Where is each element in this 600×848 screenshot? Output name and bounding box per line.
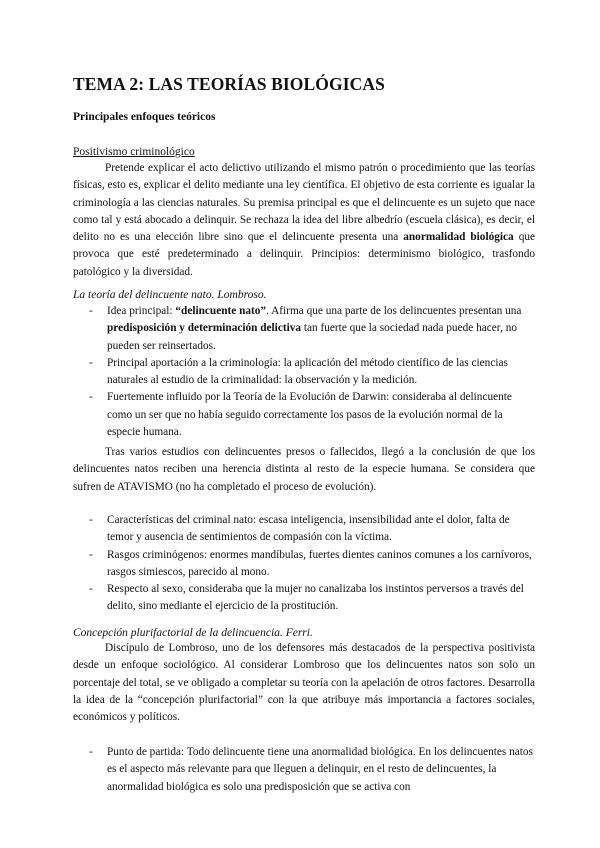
section-heading-positivismo: Positivismo criminológico [73, 146, 195, 158]
list-item-text: . Afirma que una parte de los delincuentes presentan una [266, 305, 522, 317]
list-item [73, 547, 535, 582]
document-subtitle: Principales enfoques teóricos [73, 111, 216, 123]
list-item-text: Punto de partida: Todo delincuente tiene una anormalidad biológica. En los delincuentes natos es el aspecto más relevante para que lleguen a delinquir, en el resto de delincuentes, la anormalidad biológica es solo una predisposición que se activa con [107, 746, 533, 793]
list-item [73, 744, 535, 796]
document-title: TEMA 2: LAS TEORÍAS BIOLÓGICAS [73, 74, 385, 94]
bullet-dash: - [89, 583, 93, 596]
bold-term: “delincuente nato” [175, 305, 267, 317]
paragraph-atavismo: Tras varios estudios con delincuentes presos o fallecidos, llegó a la conclusión de que los delincuentes natos reciben una herencia distinta al resto de la especie humana. Se considera que sufren de ATAVISMO (no ha completado el proceso de evolución). [73, 446, 535, 493]
bullet-list-ferri [73, 744, 535, 796]
paragraph-positivismo [73, 160, 535, 281]
bullet-list-caracteristicas [73, 512, 535, 616]
list-item-text: Rasgos criminógenos: enormes mandíbulas, fuertes dientes caninos comunes a los carnívoros, rasgos simiescos, parecido al mono. [107, 548, 532, 578]
bullet-dash: - [89, 356, 93, 369]
bullet-dash: - [89, 391, 93, 404]
bullet-dash: - [89, 305, 93, 317]
bullet-dash: - [89, 548, 93, 561]
list-item-text: Características del criminal nato: escasa inteligencia, insensibilidad ante el dolor, falta de temor y ausencia de sentimientos de compasión con la víctima. [107, 514, 510, 544]
list-item [73, 512, 535, 547]
bullet-list-lombroso [73, 303, 535, 441]
paragraph-text: que provoca que esté predeterminado a delinquir. Principios: determinismo biológico, trasfondo patológico y la diversidad. [73, 231, 536, 278]
list-item [73, 303, 535, 355]
list-item [73, 581, 535, 616]
list-item-text: Fuertemente influido por la Teoría de la Evolución de Darwin: consideraba al delincuente como un ser que no había seguido correctamente los pasos de la evolución normal de la especie humana. [107, 391, 512, 439]
section-heading-ferri: Concepción plurifactorial de la delincuencia. Ferri. [73, 627, 313, 639]
section-heading-lombroso: La teoría del delincuente nato. Lombroso. [73, 289, 267, 301]
list-item-text: Respecto al sexo, consideraba que la mujer no canalizaba los instintos perversos a través del delito, sino mediante el ejercicio de la prostitución. [107, 583, 524, 613]
list-item [73, 355, 535, 390]
bold-term: predisposición y determinación delictiva [107, 322, 302, 335]
list-item-text: tan fuerte que la sociedad nada puede hacer, no pueden ser reinsertados. [107, 322, 518, 352]
bold-term: anormalidad biológica [403, 231, 514, 244]
bullet-dash: - [89, 514, 93, 526]
list-item-text: Idea principal: [107, 305, 176, 317]
list-item-text: Principal aportación a la criminología: la aplicación del método científico de las ciencias naturales al estudio de la criminalidad: la observación y la medición. [107, 356, 508, 387]
bullet-dash: - [89, 746, 93, 758]
paragraph-ferri: Discípulo de Lombroso, uno de los defensores más destacados de la perspectiva positivista desde un enfoque sociológico. Al considerar Lombroso que los delincuentes natos son solo un porcentaje del total, se ve obligado a completar su teoría con la apelación de otros factores. Desarrolla la idea de la “concepción plurifactorial” con la que atribuye más importancia a factores sociales, económicos y políticos. [73, 642, 535, 724]
paragraph-text: Pretende explicar el acto delictivo utilizando el mismo patrón o procedimiento que las teorías físicas, esto es, explicar el delito mediante una ley científica. El objetivo de esta corriente es igualar la criminología a las ciencias naturales. Su premisa principal es que el delincuente es un sujeto que nace como tal y está abocado a delinquir. Se rechaza la idea del libre albedrío (escuela clásica), es decir, el delito no es una elección libre sino que el delincuente presenta una [73, 162, 535, 244]
list-item [73, 389, 535, 441]
